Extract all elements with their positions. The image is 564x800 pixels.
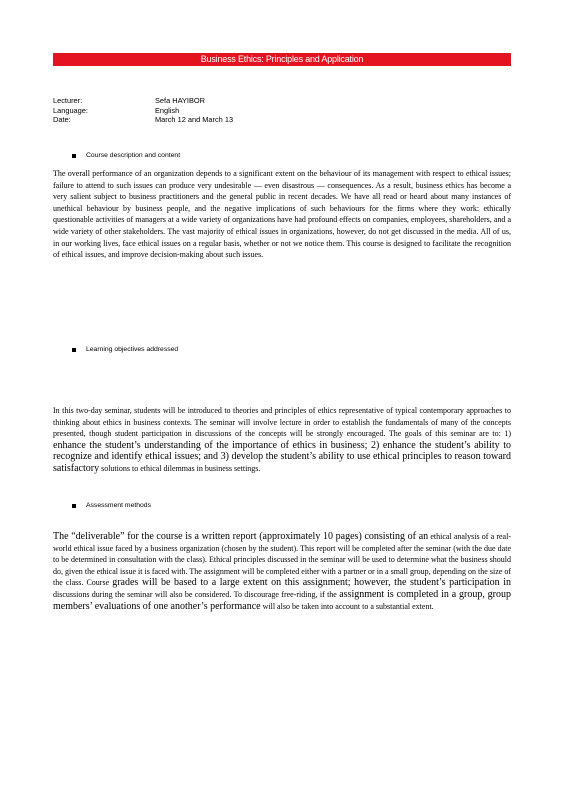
section-heading-text: Learning objectives addressed	[86, 346, 179, 353]
meta-label: Lecturer:	[53, 96, 83, 105]
meta-value: March 12 and March 13	[155, 115, 234, 124]
meta-row-lecturer	[53, 96, 513, 106]
section-heading-assessment	[72, 502, 151, 509]
meta-label: Date:	[53, 115, 71, 124]
objectives-text: In this two-day seminar, students will be introduced to theories and principles of ethics representative of typical contemporary approaches to thinking about ethics in business contexts. The seminar will involve lecture in order to establish the fundamentals of many of the concepts presented, though student participation in discussions of the concepts will be strongly encouraged. The goals of this seminar are to: 1)	[53, 406, 511, 439]
objectives-paragraph	[53, 405, 511, 475]
square-bullet-icon	[72, 348, 76, 352]
meta-value: Sefa HAYIBOR	[155, 96, 205, 105]
section-heading-text: Assessment methods	[86, 502, 151, 509]
assessment-text: will also be taken into account to a substantial extent.	[262, 601, 434, 611]
meta-label: Language:	[53, 105, 88, 115]
section-heading-text: Course description and content	[86, 152, 181, 159]
objectives-text-end: solutions to ethical dilemmas in business settings.	[101, 463, 261, 473]
assessment-text: discussions during the seminar will also be considered. To discourage free-riding, if the	[53, 589, 337, 599]
document-title: Business Ethics: Principles and Application	[53, 53, 511, 66]
section-heading-objectives	[72, 346, 178, 353]
square-bullet-icon	[72, 154, 76, 158]
assessment-text: assignment is completed in a group, group members’ evaluations of one another’s performance	[53, 588, 512, 612]
assessment-text: The “deliverable” for the course is a written report (approximately 10 pages) consisting of an	[53, 531, 429, 542]
assessment-text: grades will be based to a large extent on this assignment; however, the student’s participation in	[112, 577, 511, 589]
meta-row-date	[53, 115, 513, 125]
section-heading-course	[72, 152, 180, 159]
objectives-goals-text: enhance the student’s understanding of the importance of ethics in business; 2) enhance the student’s ability to recognize and identify ethical issues; and 3) develop the student’s ability to use ethical principles to reason toward satisfactory	[53, 439, 511, 474]
course-metadata	[53, 96, 513, 125]
square-bullet-icon	[72, 504, 76, 508]
course-description-paragraph: The overall performance of an organization depends to a significant extent on the behaviour of its management with respect to ethical issues; failure to attend to such issues can produce very undesirable — even disastrous — consequences. As a result, business ethics has become a very salient subject to business practitioners and the general public in recent decades. We have all read or heard about many instances of unethical behaviour by business people, and the negative implications of such behaviours for the firms where they work: ethically questionable activities of managers at a wide variety of organizations have had profound effects on companies, employees, shareholders, and a wide variety of other stakeholders. The vast majority of ethical issues in organizations, however, do not get discussed in the media. All of us, in our working lives, face ethical issues on a regular basis, whether or not we notice them. This course is designed to facilitate the recognition of ethical issues, and improve decision-making about such issues.	[53, 169, 511, 260]
meta-row-language	[53, 106, 513, 116]
assessment-paragraph	[53, 531, 511, 612]
meta-value: English	[155, 105, 180, 115]
assessment-text: ethical analysis of a real-world ethical issue faced by a business organization (chosen by the student). This report will be completed after the seminar (with the due date to be determined in consultation with the class). Ethical principles discussed in the seminar will be used to determine what the business should do, given the ethical issue it is faced with. The assignment will be completed either with a partner or in a small group, depending on the size of the class. Course	[53, 532, 511, 588]
